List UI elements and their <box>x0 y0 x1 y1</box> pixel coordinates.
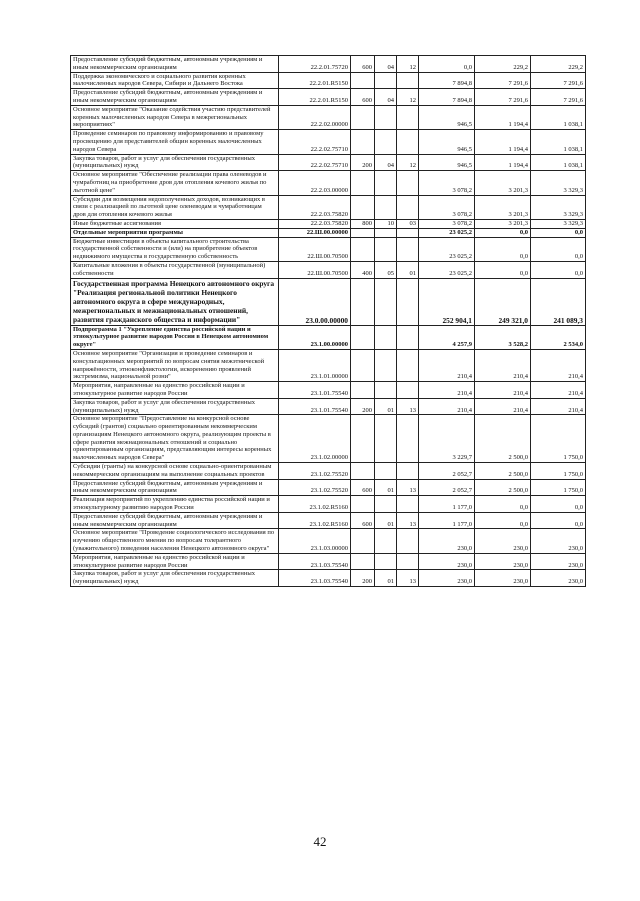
row-amount-year-1: 3 229,7 <box>419 415 475 463</box>
table-row <box>71 72 586 89</box>
row-amount-year-1: 2 052,7 <box>419 463 475 480</box>
row-section-code: 01 <box>375 479 397 496</box>
row-amount-year-2: 0,0 <box>475 261 531 278</box>
row-group-code <box>351 278 375 325</box>
row-subsection-code <box>397 72 419 89</box>
page-number: 42 <box>313 834 327 849</box>
row-amount-year-1: 2 052,7 <box>419 479 475 496</box>
row-section-code <box>375 278 397 325</box>
row-name: Мероприятия, направленные на единство российской нации и этнокультурное развитие народов России <box>71 553 279 570</box>
row-section-code <box>375 463 397 480</box>
row-amount-year-1: 230,0 <box>419 570 475 587</box>
row-amount-year-3: 1 750,0 <box>531 415 586 463</box>
row-name: Проведение семинаров по правовому информированию и правовому просвещению для представителей общин коренных малочисленных народов Севера <box>71 130 279 154</box>
row-section-code <box>375 237 397 261</box>
row-group-code: 200 <box>351 154 375 171</box>
row-amount-year-2: 230,0 <box>475 570 531 587</box>
table-row <box>71 529 586 553</box>
row-amount-year-3: 210,4 <box>531 382 586 399</box>
row-code: 23.1.01.00000 <box>279 349 351 381</box>
row-amount-year-1: 230,0 <box>419 529 475 553</box>
row-code: 23.1.01.75540 <box>279 398 351 415</box>
row-group-code <box>351 325 375 349</box>
table-row <box>71 325 586 349</box>
row-subsection-code <box>397 105 419 129</box>
row-code: 23.1.03.00000 <box>279 529 351 553</box>
row-group-code: 600 <box>351 479 375 496</box>
row-group-code <box>351 529 375 553</box>
row-subsection-code <box>397 195 419 219</box>
row-amount-year-1: 3 078,2 <box>419 219 475 228</box>
row-amount-year-1: 210,4 <box>419 349 475 381</box>
row-name: Предоставление субсидий бюджетным, автономным учреждениям и иным некоммерческим организациям <box>71 479 279 496</box>
table-row <box>71 512 586 529</box>
row-subsection-code <box>397 553 419 570</box>
row-amount-year-2: 3 201,3 <box>475 171 531 195</box>
row-amount-year-3: 0,0 <box>531 496 586 513</box>
row-group-code <box>351 463 375 480</box>
row-code: 22.2.02.75710 <box>279 130 351 154</box>
row-name: Реализация мероприятий по укреплению единства российской нации и этнокультурному развитию народов России <box>71 496 279 513</box>
row-code: 22.2.03.75820 <box>279 219 351 228</box>
row-amount-year-3: 1 750,0 <box>531 463 586 480</box>
row-code: 22.2.02.00000 <box>279 105 351 129</box>
row-amount-year-3: 1 038,1 <box>531 105 586 129</box>
row-amount-year-3: 1 038,1 <box>531 154 586 171</box>
row-amount-year-2: 230,0 <box>475 553 531 570</box>
row-section-code <box>375 130 397 154</box>
row-group-code: 400 <box>351 261 375 278</box>
row-subsection-code <box>397 130 419 154</box>
row-code: 23.1.03.75540 <box>279 553 351 570</box>
row-section-code: 10 <box>375 219 397 228</box>
table-row <box>71 105 586 129</box>
row-code: 23.1.02.R5160 <box>279 496 351 513</box>
row-name: Субсидии (гранты) на конкурсной основе социально-ориентированным некоммерческим организациям на выполнение социальных проектов <box>71 463 279 480</box>
table-row <box>71 228 586 237</box>
row-amount-year-3: 7 291,6 <box>531 72 586 89</box>
row-amount-year-2: 0,0 <box>475 237 531 261</box>
row-name: Закупка товаров, работ и услуг для обеспечения государственных (муниципальных) нужд <box>71 154 279 171</box>
row-name: Отдельные мероприятия программы <box>71 228 279 237</box>
row-name: Иные бюджетные ассигнования <box>71 219 279 228</box>
row-subsection-code <box>397 415 419 463</box>
row-section-code: 01 <box>375 512 397 529</box>
row-code: 22.2.01.75720 <box>279 56 351 73</box>
row-name: Капитальные вложения в объекты государственной (муниципальной) собственности <box>71 261 279 278</box>
row-amount-year-2: 3 528,2 <box>475 325 531 349</box>
row-group-code <box>351 415 375 463</box>
row-name: Бюджетные инвестиции в объекты капитального строительства государственной собственности и (или) на приобретение объектов недвижимого имущества в государственную собственность <box>71 237 279 261</box>
row-subsection-code <box>397 463 419 480</box>
row-subsection-code <box>397 228 419 237</box>
row-name: Основное мероприятие "Предоставление на конкурсной основе субсидий (грантов) социально ориентированным некоммерческим организациям Ненецкого автономного округа, реализующим проекты в сфере развития межнациональных отношений и социально ориентированным организациям, представляющим интересы коренных малочисленных народов Севера" <box>71 415 279 463</box>
row-amount-year-1: 23 025,2 <box>419 261 475 278</box>
row-amount-year-1: 1 177,0 <box>419 496 475 513</box>
row-amount-year-2: 1 194,4 <box>475 105 531 129</box>
row-amount-year-1: 7 894,8 <box>419 89 475 106</box>
row-amount-year-1: 252 904,1 <box>419 278 475 325</box>
row-subsection-code: 12 <box>397 89 419 106</box>
row-subsection-code: 03 <box>397 219 419 228</box>
row-name: Основное мероприятие "Оказание содействия участию представителей коренных малочисленных народов Севера в межрегиональных мероприятиях" <box>71 105 279 129</box>
row-group-code: 600 <box>351 56 375 73</box>
row-amount-year-2: 210,4 <box>475 398 531 415</box>
row-amount-year-3: 0,0 <box>531 512 586 529</box>
row-subsection-code: 01 <box>397 261 419 278</box>
row-group-code <box>351 496 375 513</box>
row-subsection-code: 13 <box>397 398 419 415</box>
row-group-code <box>351 195 375 219</box>
row-name: Предоставление субсидий бюджетным, автономным учреждениям и иным некоммерческим организациям <box>71 89 279 106</box>
row-code: 22.2.03.75820 <box>279 195 351 219</box>
row-amount-year-3: 210,4 <box>531 398 586 415</box>
table-row <box>71 171 586 195</box>
row-section-code <box>375 415 397 463</box>
row-code: 22.2.01.R5150 <box>279 89 351 106</box>
row-group-code <box>351 171 375 195</box>
row-section-code <box>375 382 397 399</box>
row-name: Субсидии для возмещения недополученных доходов, возникающих в связи с реализацией по льготной цене оленеводам и чумработницам дров для отопления кочевого жилья <box>71 195 279 219</box>
row-subsection-code <box>397 529 419 553</box>
table-row <box>71 89 586 106</box>
row-subsection-code <box>397 325 419 349</box>
row-code: 23.1.02.00000 <box>279 415 351 463</box>
row-amount-year-1: 4 257,9 <box>419 325 475 349</box>
row-group-code <box>351 349 375 381</box>
row-name: Мероприятия, направленные на единство российской нации и этнокультурное развитие народов России <box>71 382 279 399</box>
row-amount-year-2: 0,0 <box>475 496 531 513</box>
row-amount-year-1: 23 025,2 <box>419 237 475 261</box>
row-amount-year-3: 7 291,6 <box>531 89 586 106</box>
row-amount-year-1: 3 078,2 <box>419 171 475 195</box>
table-row <box>71 415 586 463</box>
row-amount-year-2: 2 500,0 <box>475 479 531 496</box>
row-amount-year-1: 3 078,2 <box>419 195 475 219</box>
table-row <box>71 463 586 480</box>
row-amount-year-2: 3 201,3 <box>475 195 531 219</box>
row-code: 23.1.02.R5160 <box>279 512 351 529</box>
row-section-code <box>375 228 397 237</box>
row-amount-year-2: 1 194,4 <box>475 154 531 171</box>
row-name: Подпрограмма 1 "Укрепление единства российской нации и этнокультурное развитие народов России в Ненецком автономном округе" <box>71 325 279 349</box>
budget-table <box>70 55 586 587</box>
row-subsection-code: 13 <box>397 570 419 587</box>
row-amount-year-2: 249 321,0 <box>475 278 531 325</box>
row-amount-year-3: 0,0 <box>531 228 586 237</box>
row-code: 23.1.02.75520 <box>279 479 351 496</box>
row-subsection-code: 13 <box>397 479 419 496</box>
row-amount-year-1: 7 894,8 <box>419 72 475 89</box>
row-code: 23.0.00.00000 <box>279 278 351 325</box>
row-group-code <box>351 72 375 89</box>
row-amount-year-3: 1 750,0 <box>531 479 586 496</box>
row-amount-year-3: 2 534,0 <box>531 325 586 349</box>
row-subsection-code: 12 <box>397 154 419 171</box>
row-subsection-code <box>397 382 419 399</box>
table-row <box>71 349 586 381</box>
row-amount-year-1: 946,5 <box>419 130 475 154</box>
row-section-code: 04 <box>375 89 397 106</box>
row-group-code <box>351 382 375 399</box>
row-group-code: 600 <box>351 89 375 106</box>
row-section-code <box>375 349 397 381</box>
row-subsection-code: 12 <box>397 56 419 73</box>
row-subsection-code <box>397 349 419 381</box>
row-group-code <box>351 105 375 129</box>
row-amount-year-2: 7 291,6 <box>475 89 531 106</box>
row-code: 22.Ш.00.70500 <box>279 237 351 261</box>
row-code: 22.2.03.00000 <box>279 171 351 195</box>
row-code: 22.2.02.75710 <box>279 154 351 171</box>
table-row <box>71 382 586 399</box>
table-row <box>71 261 586 278</box>
row-section-code <box>375 105 397 129</box>
row-amount-year-2: 0,0 <box>475 512 531 529</box>
table-row <box>71 570 586 587</box>
row-code: 22.Ш.00.70500 <box>279 261 351 278</box>
row-amount-year-3: 3 329,3 <box>531 171 586 195</box>
row-name: Поддержка экономического и социального развития коренных малочисленных народов Севера, Сибири и Дальнего Востока <box>71 72 279 89</box>
row-subsection-code <box>397 278 419 325</box>
row-section-code <box>375 325 397 349</box>
row-amount-year-2: 229,2 <box>475 56 531 73</box>
row-amount-year-3: 1 038,1 <box>531 130 586 154</box>
row-amount-year-3: 230,0 <box>531 553 586 570</box>
row-group-code <box>351 553 375 570</box>
row-group-code: 200 <box>351 398 375 415</box>
row-code: 23.1.00.00000 <box>279 325 351 349</box>
row-code: 23.1.02.75520 <box>279 463 351 480</box>
row-subsection-code: 13 <box>397 512 419 529</box>
row-code: 22.Ш.00.00000 <box>279 228 351 237</box>
table-row <box>71 553 586 570</box>
row-amount-year-1: 23 025,2 <box>419 228 475 237</box>
row-amount-year-1: 946,5 <box>419 105 475 129</box>
row-amount-year-2: 210,4 <box>475 382 531 399</box>
row-section-code: 04 <box>375 154 397 171</box>
row-section-code <box>375 171 397 195</box>
row-amount-year-1: 0,0 <box>419 56 475 73</box>
row-group-code: 800 <box>351 219 375 228</box>
row-amount-year-2: 1 194,4 <box>475 130 531 154</box>
row-group-code <box>351 237 375 261</box>
row-section-code: 01 <box>375 398 397 415</box>
row-subsection-code <box>397 496 419 513</box>
row-group-code <box>351 228 375 237</box>
row-name: Основное мероприятие "Обеспечение реализации права оленеводов и чумработниц на приобретение дров для отопления кочевого жилья по льготной цене" <box>71 171 279 195</box>
row-name: Государственная программа Ненецкого автономного округа "Реализация региональной политики Ненецкого автономного округа в сфере международных, межрегиональных и межнациональных отношений, развития гражданского общества и информации" <box>71 278 279 325</box>
row-amount-year-2: 230,0 <box>475 529 531 553</box>
row-amount-year-1: 230,0 <box>419 553 475 570</box>
row-name: Предоставление субсидий бюджетным, автономным учреждениям и иным некоммерческим организациям <box>71 512 279 529</box>
row-amount-year-3: 3 329,3 <box>531 195 586 219</box>
row-name: Основное мероприятие "Организация и проведение семинаров и консультационных мероприятий по вопросам снятия межэтнической напряжённости, этноконфликтологии, искоренению проявлений экстремизма, национальной розни" <box>71 349 279 381</box>
row-section-code <box>375 72 397 89</box>
row-amount-year-3: 229,2 <box>531 56 586 73</box>
table-row <box>71 496 586 513</box>
table-row <box>71 278 586 325</box>
table-row <box>71 219 586 228</box>
table-row <box>71 195 586 219</box>
row-group-code: 200 <box>351 570 375 587</box>
row-section-code: 01 <box>375 570 397 587</box>
row-section-code: 04 <box>375 56 397 73</box>
table-row <box>71 479 586 496</box>
row-section-code <box>375 529 397 553</box>
table-row <box>71 154 586 171</box>
row-amount-year-1: 210,4 <box>419 382 475 399</box>
row-amount-year-2: 3 201,3 <box>475 219 531 228</box>
row-name: Закупка товаров, работ и услуг для обеспечения государственных (муниципальных) нужд <box>71 570 279 587</box>
row-subsection-code <box>397 237 419 261</box>
row-section-code <box>375 195 397 219</box>
row-name: Предоставление субсидий бюджетным, автономным учреждениям и иным некоммерческим организациям <box>71 56 279 73</box>
row-group-code <box>351 130 375 154</box>
row-amount-year-2: 0,0 <box>475 228 531 237</box>
row-amount-year-3: 0,0 <box>531 261 586 278</box>
row-amount-year-1: 210,4 <box>419 398 475 415</box>
row-amount-year-2: 7 291,6 <box>475 72 531 89</box>
table-row <box>71 237 586 261</box>
row-code: 22.2.01.R5150 <box>279 72 351 89</box>
row-amount-year-3: 0,0 <box>531 237 586 261</box>
row-amount-year-3: 3 329,3 <box>531 219 586 228</box>
row-amount-year-3: 230,0 <box>531 529 586 553</box>
row-group-code: 600 <box>351 512 375 529</box>
row-section-code <box>375 553 397 570</box>
row-amount-year-1: 1 177,0 <box>419 512 475 529</box>
table-row <box>71 56 586 73</box>
row-amount-year-2: 2 500,0 <box>475 463 531 480</box>
row-amount-year-2: 2 500,0 <box>475 415 531 463</box>
row-name: Закупка товаров, работ и услуг для обеспечения государственных (муниципальных) нужд <box>71 398 279 415</box>
row-amount-year-3: 230,0 <box>531 570 586 587</box>
table-row <box>71 130 586 154</box>
row-amount-year-3: 241 089,3 <box>531 278 586 325</box>
row-amount-year-2: 210,4 <box>475 349 531 381</box>
table-row <box>71 398 586 415</box>
row-subsection-code <box>397 171 419 195</box>
row-code: 23.1.03.75540 <box>279 570 351 587</box>
row-section-code: 05 <box>375 261 397 278</box>
row-name: Основное мероприятие "Проведение социологического исследования по изучению общественного мнения по вопросам толерантного (уважительного) поведения населения Ненецкого автономного округа" <box>71 529 279 553</box>
row-code: 23.1.01.75540 <box>279 382 351 399</box>
row-amount-year-3: 210,4 <box>531 349 586 381</box>
row-amount-year-1: 946,5 <box>419 154 475 171</box>
row-section-code <box>375 496 397 513</box>
